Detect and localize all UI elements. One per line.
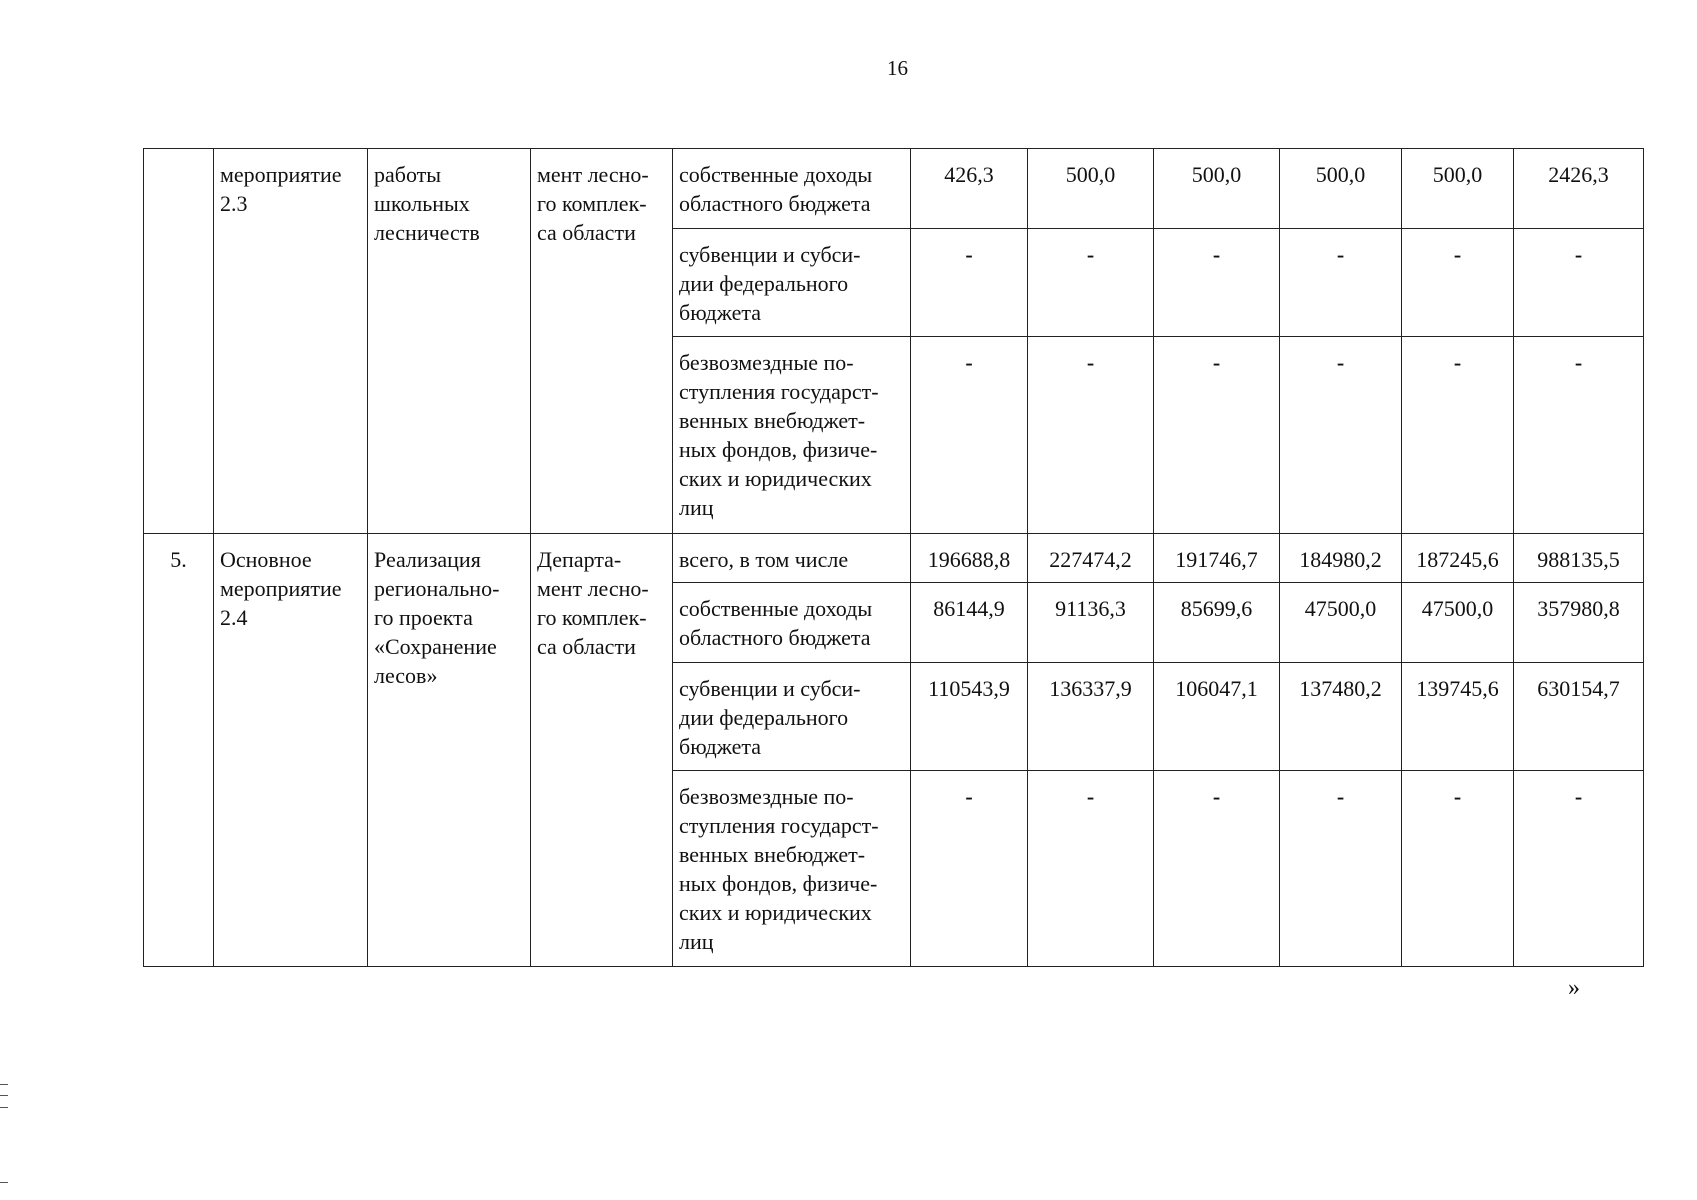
value-cell: 136337,9 xyxy=(1028,663,1154,771)
value-cell: 500,0 xyxy=(1028,149,1154,229)
funding-source-cell: субвенции и субси- дии федерального бюджета xyxy=(673,229,911,337)
value-cell: - xyxy=(911,337,1028,534)
total-cell: - xyxy=(1514,229,1644,337)
value-cell: 47500,0 xyxy=(1280,583,1402,663)
value-cell: 500,0 xyxy=(1154,149,1280,229)
page-number: 16 xyxy=(887,56,908,80)
value-cell: 139745,6 xyxy=(1402,663,1514,771)
funding-source-cell: собственные доходы областного бюджета xyxy=(673,149,911,229)
value-cell: 191746,7 xyxy=(1154,534,1280,583)
total-cell: 630154,7 xyxy=(1514,663,1644,771)
value-cell: 187245,6 xyxy=(1402,534,1514,583)
table-row xyxy=(144,534,1644,583)
funding-source-cell: собственные доходы областного бюджета xyxy=(673,583,911,663)
value-cell: 47500,0 xyxy=(1402,583,1514,663)
funding-source-cell: безвозмездные по- ступления государст- венных внебюджет- ных фондов, физиче- ских и юридических лиц xyxy=(673,771,911,967)
value-cell: - xyxy=(1028,229,1154,337)
total-cell: 357980,8 xyxy=(1514,583,1644,663)
row-index-cell: 5. xyxy=(144,534,214,967)
value-cell: 91136,3 xyxy=(1028,583,1154,663)
value-cell: - xyxy=(911,771,1028,967)
value-cell: - xyxy=(1028,337,1154,534)
value-cell: 426,3 xyxy=(911,149,1028,229)
value-cell: 106047,1 xyxy=(1154,663,1280,771)
budget-table xyxy=(143,148,1644,967)
funding-source-cell: всего, в том числе xyxy=(673,534,911,583)
value-cell: - xyxy=(1402,771,1514,967)
value-cell: - xyxy=(1402,337,1514,534)
value-cell: 184980,2 xyxy=(1280,534,1402,583)
total-cell: - xyxy=(1514,771,1644,967)
value-cell: 110543,9 xyxy=(911,663,1028,771)
activity-name-cell: работы школьных лесничеств xyxy=(368,149,531,534)
value-cell: - xyxy=(1154,229,1280,337)
margin-mark xyxy=(0,1084,8,1108)
value-cell: 500,0 xyxy=(1402,149,1514,229)
executor-cell: Департа- мент лесно- го комплек- са области xyxy=(531,534,673,967)
value-cell: - xyxy=(911,229,1028,337)
activity-name-cell: Реализация регионально- го проекта «Сохранение лесов» xyxy=(368,534,531,967)
funding-source-cell: безвозмездные по- ступления государст- венных внебюджет- ных фондов, физиче- ских и юридических лиц xyxy=(673,337,911,534)
margin-mark xyxy=(0,1182,8,1183)
value-cell: 85699,6 xyxy=(1154,583,1280,663)
closing-quote: » xyxy=(1568,975,1580,1001)
value-cell: - xyxy=(1154,337,1280,534)
value-cell: - xyxy=(1280,771,1402,967)
value-cell: - xyxy=(1280,337,1402,534)
value-cell: - xyxy=(1402,229,1514,337)
value-cell: - xyxy=(1028,771,1154,967)
value-cell: 196688,8 xyxy=(911,534,1028,583)
executor-cell: мент лесно- го комплек- са области xyxy=(531,149,673,534)
total-cell: 2426,3 xyxy=(1514,149,1644,229)
activity-cell: Основное мероприятие 2.4 xyxy=(214,534,368,967)
total-cell: - xyxy=(1514,337,1644,534)
row-index-cell xyxy=(144,149,214,534)
value-cell: - xyxy=(1280,229,1402,337)
activity-cell: мероприятие 2.3 xyxy=(214,149,368,534)
value-cell: 86144,9 xyxy=(911,583,1028,663)
total-cell: 988135,5 xyxy=(1514,534,1644,583)
value-cell: - xyxy=(1154,771,1280,967)
funding-source-cell: субвенции и субси- дии федерального бюджета xyxy=(673,663,911,771)
value-cell: 137480,2 xyxy=(1280,663,1402,771)
value-cell: 227474,2 xyxy=(1028,534,1154,583)
value-cell: 500,0 xyxy=(1280,149,1402,229)
table-row xyxy=(144,149,1644,229)
